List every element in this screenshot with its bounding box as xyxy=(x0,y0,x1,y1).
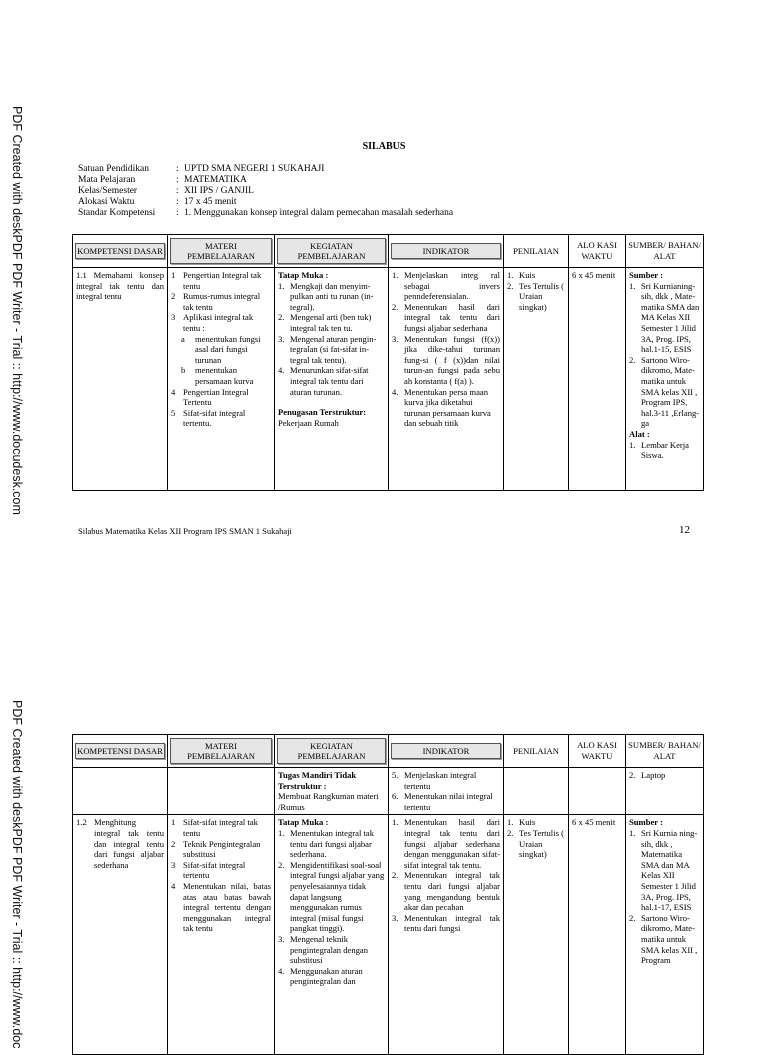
cell-penilaian xyxy=(504,815,569,1055)
list-item: 3. Menentukan fungsi (f(x)) jika dike-tahui turunan fung-si ( f (x))dan nilai turun-an fungsi pada sebu ah konstanta ( f(a) ). xyxy=(392,333,500,386)
list-item: a menentukan fungsi asal dari fungsi turunan xyxy=(181,333,261,365)
document-title: SILABUS xyxy=(362,141,406,152)
list-item: 2. Menentukan integral tak tentu dari fungsi aljabar yang mengandung bentuk akar dan pecahan xyxy=(392,870,500,913)
cell-materi xyxy=(168,268,275,491)
header-kegiatan: KEGIATAN PEMBELAJARAN xyxy=(275,735,389,768)
header-alokasi: ALO KASI WAKTU xyxy=(569,235,626,268)
info-row xyxy=(78,186,453,197)
info-row xyxy=(78,197,453,208)
list-item: 3. Mengenal teknik pengintegralan dengan substitusi xyxy=(278,933,369,966)
list-item: 1. Menentukan integral tak tentu dari fungsi aljabar sederhana. xyxy=(278,827,374,860)
header-materi: MATERI PEMBELAJARAN xyxy=(168,235,275,268)
cell-indikator xyxy=(389,815,504,1055)
list-item: 2. Menentukan hasil dari integral tak tentu dari fungsi aljabar sederhana xyxy=(392,301,500,333)
cell-indikator xyxy=(389,268,504,491)
cell-kegiatan xyxy=(275,268,389,491)
watermark-text: PDF Created with deskPDF PDF Writer - Trial :: http://www.docudesk.com xyxy=(10,106,24,515)
header-sumber: SUMBER/ BAHAN/ ALAT xyxy=(626,735,704,768)
header-sumber: SUMBER/ BAHAN/ ALAT xyxy=(626,235,704,268)
info-label: Mata Pelajaran xyxy=(78,175,136,185)
info-separator: : xyxy=(176,197,179,207)
list-item: 4. Menentukan persa maan kurva jika diketahui turunan persamaan kurva dan sebuah titik xyxy=(392,386,491,429)
cell-penilaian xyxy=(504,768,569,815)
cell-materi xyxy=(168,768,275,815)
cell-sumber xyxy=(626,268,704,491)
cell-kd xyxy=(73,768,168,815)
tugas-title: Penugasan Terstruktur: xyxy=(278,407,367,418)
syllabus-table-page-1 xyxy=(72,234,704,491)
cell-kd xyxy=(73,815,168,1055)
list-item: 4. Menurunkan sifat-sifat integral tak tentu dari aturan turunan. xyxy=(278,365,369,397)
list-item: b menentukan persamaan kurva xyxy=(181,365,254,386)
list-item: 4 Pengertian Integral Tertentu xyxy=(171,386,249,408)
list-item: 2. Tes Tertulis ( Uraian singkat) xyxy=(507,827,564,860)
list-item: 3. Menentukan integral tak tentu dari fungsi xyxy=(392,912,500,934)
info-value: 1. Menggunakan konsep integral dalam pemecahan masalah sederhana xyxy=(184,208,454,218)
page-footer: Silabus Matematika Kelas XII Program IPS SMAN 1 Sukahaji xyxy=(78,526,292,536)
cell-sumber xyxy=(626,815,704,1055)
list-item: 1 Sifat-sifat integral tak tentu xyxy=(171,817,258,838)
cell-alokasi: 6 x 45 menit xyxy=(569,815,626,1055)
table-row xyxy=(73,268,704,491)
info-value: 17 x 45 menit xyxy=(184,197,237,207)
sumber-title: Sumber : xyxy=(629,817,663,828)
kegiatan-title: Tatap Muka : xyxy=(278,270,329,280)
info-label: Kelas/Semester xyxy=(78,186,138,196)
list-item: 3 Aplikasi integral tak tentu : xyxy=(171,312,254,333)
cell-alokasi: 6 x 45 menit xyxy=(569,268,626,491)
list-item: 2. Mengenal arti (ben tuk) integral tak ten tu. xyxy=(278,312,372,333)
watermark-text-2: PDF Created with deskPDF PDF Writer - Trial :: http://www.doc xyxy=(10,700,24,1049)
cell-indikator xyxy=(389,768,504,815)
list-item: 2. Tes Tertulis ( Uraian singkat) xyxy=(507,280,564,312)
cell-materi xyxy=(168,815,275,1055)
kegiatan-text: Membuat Rangkuman materi /Rumus xyxy=(278,791,379,812)
header-materi: MATERI PEMBELAJARAN xyxy=(168,735,275,768)
info-label: Standar Kompetensi xyxy=(78,208,156,218)
list-item: 6. Menentukan nilai integral tertentu xyxy=(392,791,493,812)
info-row xyxy=(78,175,453,186)
list-item: 2. Sartono Wiro-dikromo, Mate-matika untuk SMA kelas XII , Program IPS, hal.3-11 ,Erlang-ga xyxy=(629,354,700,429)
table-row xyxy=(73,815,704,1055)
cell-kd: 1.1 Memahami konsep integral tak tentu dan integral tentu xyxy=(73,268,168,491)
cell-penilaian xyxy=(504,268,569,491)
table-row xyxy=(73,768,704,815)
header-indikator: INDIKATOR xyxy=(389,735,504,768)
info-row xyxy=(78,208,453,219)
info-value: UPTD SMA NEGERI 1 SUKAHAJI xyxy=(184,164,325,174)
tugas-text: Pekerjaan Rumah xyxy=(278,417,339,428)
cell-kegiatan xyxy=(275,815,389,1055)
list-item: 2. Mengidentifikasi soal-soal integral fungsi aljabar yang penyelesaiannya tidak dapat langsung menggunakan rumus integral (misal fungsi pangkat tinggi). xyxy=(278,859,385,934)
list-item: 1.2 Menghitung integral tak tentu dan integral tentu dari fungsi aljabar sederhana xyxy=(76,817,164,870)
header-kegiatan: KEGIATAN PEMBELAJARAN xyxy=(275,235,389,268)
info-separator: : xyxy=(176,175,179,185)
info-value: XII IPS / GANJIL xyxy=(184,186,254,196)
list-item: 3. Mengenal aturan pengin-tegralan (si fat-sifat in-tegral tak tentu). xyxy=(278,333,377,365)
header-alokasi: ALO KASI WAKTU xyxy=(569,735,626,768)
cell-sumber xyxy=(626,768,704,815)
info-label: Alokasi Waktu xyxy=(78,197,135,207)
header-kd: KOMPETENSI DASAR xyxy=(73,735,168,768)
list-item: 1. Mengkaji dan menyim-pulkan anti tu runan (in-tegral). xyxy=(278,280,374,312)
syllabus-table-page-2 xyxy=(72,734,704,1055)
info-separator: : xyxy=(176,164,179,174)
header-indikator: INDIKATOR xyxy=(389,235,504,268)
sumber-title: Sumber : xyxy=(629,270,663,280)
list-item: 2. Sartono Wiro-dikromo, Mate-matika untuk SMA kelas XII , Program xyxy=(629,912,698,966)
kegiatan-title: Tatap Muka : xyxy=(278,817,329,828)
list-item: 1. Sri Kurnianing-sih, dkk , Mate-matika SMA dan MA Kelas XII Semester 1 Jilid 3A, Prog. IPS, hal.1-15, ESIS xyxy=(629,280,700,355)
info-block xyxy=(78,164,453,219)
info-separator: : xyxy=(176,208,179,218)
table-header-row xyxy=(73,235,704,268)
info-value: MATEMATIKA xyxy=(184,175,247,185)
list-item: 1 Pengertian Integral tak tentu xyxy=(171,270,262,291)
header-kd: KOMPETENSI DASAR xyxy=(73,235,168,268)
list-item: 2 Rumus-rumus integral tak tentu xyxy=(171,291,261,312)
info-separator: : xyxy=(176,186,179,196)
table-header-row xyxy=(73,735,704,768)
header-penilaian: PENILAIAN xyxy=(504,735,569,768)
cell-kegiatan xyxy=(275,768,389,815)
info-row xyxy=(78,164,453,175)
info-label: Satuan Pendidikan xyxy=(78,164,149,174)
list-item: 1. Kuis xyxy=(507,817,536,828)
list-item: 1. Menentukan hasil dari integral tak tentu dari fungsi aljabar sederhana dengan menggunakan sifat-sifat integral tak tentu. xyxy=(392,817,500,870)
header-penilaian: PENILAIAN xyxy=(504,235,569,268)
cell-alokasi xyxy=(569,768,626,815)
list-item: 2. Laptop xyxy=(629,770,666,780)
list-item: 1. Kuis xyxy=(507,270,536,280)
alat-title: Alat : xyxy=(629,428,650,439)
kegiatan-title: Tugas Mandiri Tidak Terstruktur : xyxy=(278,770,357,791)
list-item: 4 Menentukan nilai, batas atas atau batas bawah integral tertentu dengan menggunakan integral tak tentu xyxy=(171,880,271,934)
list-item: 1. Sri Kurnia ning-sih, dkk , Matematika SMA dan MA Kelas XII Semester 1 Jilid 3A, Prog. IPS, hal.1-17, ESIS xyxy=(629,827,698,913)
list-item: 1. Menjelaskan integ ral sebagai invers penndeferensialan. xyxy=(392,270,500,302)
list-item: 2 Teknik Pengintegralan substitusi xyxy=(171,838,261,860)
list-item: 5 Sifat-sifat integral tertentu. xyxy=(171,407,246,429)
list-item: 1. Lembar Kerja Siswa. xyxy=(629,439,689,461)
list-item: 5. Menjelaskan integral tertentu xyxy=(392,770,477,791)
list-item: 4. Menggunakan aturan pengintegralan dan xyxy=(278,965,363,987)
list-item: 3 Sifat-sifat integral tertentu xyxy=(171,859,246,881)
page-number: 12 xyxy=(679,524,690,536)
